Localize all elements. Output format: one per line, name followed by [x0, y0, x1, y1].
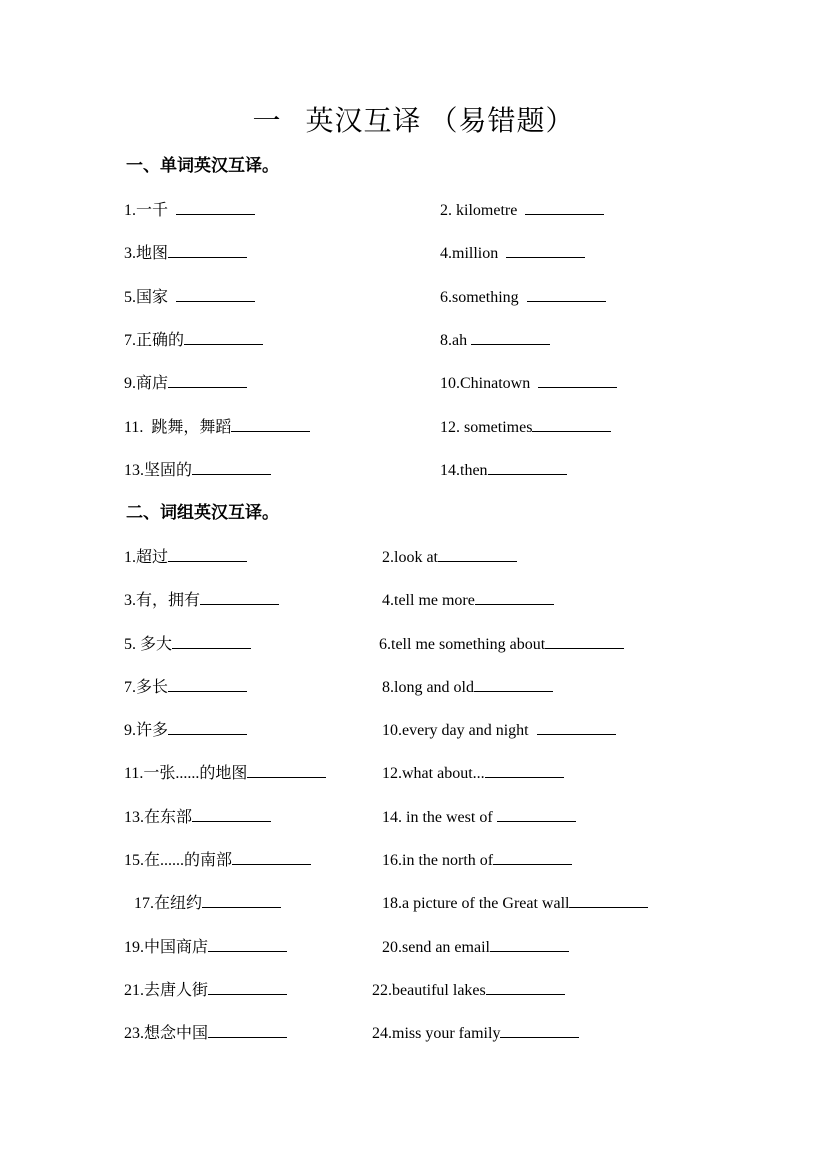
word-item: 7.正确的	[124, 328, 263, 352]
phrase-item: 4.tell me more	[382, 588, 554, 612]
answer-blank[interactable]	[527, 285, 606, 302]
answer-blank[interactable]	[497, 805, 576, 822]
answer-blank[interactable]	[475, 588, 554, 605]
answer-blank[interactable]	[532, 415, 611, 432]
phrase-item: 10.every day and night	[382, 718, 616, 742]
answer-blank[interactable]	[232, 848, 311, 865]
word-item: 14.then	[440, 458, 567, 482]
phrase-item: 16.in the north of	[382, 848, 572, 872]
answer-blank[interactable]	[506, 241, 585, 258]
answer-blank[interactable]	[202, 891, 281, 908]
phrase-item: 12.what about...	[382, 761, 564, 785]
word-item: 1.一千	[124, 198, 255, 222]
phrase-item: 7.多长	[124, 675, 247, 699]
phrase-item: 14. in the west of	[382, 805, 576, 829]
phrase-item: 24.miss your family	[372, 1021, 579, 1045]
answer-blank[interactable]	[184, 328, 263, 345]
answer-blank[interactable]	[176, 285, 255, 302]
answer-blank[interactable]	[168, 241, 247, 258]
phrase-item: 20.send an email	[382, 935, 569, 959]
word-item: 4.million	[440, 241, 585, 265]
section-1-heading: 一、单词英汉互译。	[126, 156, 279, 175]
answer-blank[interactable]	[538, 371, 617, 388]
answer-blank[interactable]	[168, 545, 247, 562]
answer-blank[interactable]	[471, 328, 550, 345]
phrase-item: 2.look at	[382, 545, 517, 569]
word-item: 11. 跳舞，舞蹈	[124, 415, 310, 439]
word-item: 10.Chinatown	[440, 371, 617, 395]
phrase-item: 17.在纽约	[134, 891, 281, 915]
phrase-item: 3.有，拥有	[124, 588, 279, 612]
answer-blank[interactable]	[192, 458, 271, 475]
word-item: 12. sometimes	[440, 415, 611, 439]
answer-blank[interactable]	[490, 935, 569, 952]
answer-blank[interactable]	[176, 198, 255, 215]
answer-blank[interactable]	[168, 675, 247, 692]
answer-blank[interactable]	[525, 198, 604, 215]
phrase-item: 18.a picture of the Great wall	[382, 891, 648, 915]
answer-blank[interactable]	[569, 891, 648, 908]
phrase-item: 19.中国商店	[124, 935, 287, 959]
answer-blank[interactable]	[500, 1021, 579, 1038]
answer-blank[interactable]	[537, 718, 616, 735]
answer-blank[interactable]	[247, 761, 326, 778]
phrase-item: 21.去唐人街	[124, 978, 287, 1002]
answer-blank[interactable]	[208, 978, 287, 995]
answer-blank[interactable]	[200, 588, 279, 605]
phrase-item: 11.一张......的地图	[124, 761, 326, 785]
word-item: 3.地图	[124, 241, 247, 265]
answer-blank[interactable]	[474, 675, 553, 692]
answer-blank[interactable]	[172, 632, 251, 649]
phrase-item: 22.beautiful lakes	[372, 978, 565, 1002]
answer-blank[interactable]	[486, 978, 565, 995]
word-item: 9.商店	[124, 371, 247, 395]
answer-blank[interactable]	[168, 371, 247, 388]
phrase-item: 6.tell me something about	[379, 632, 624, 656]
phrase-item: 1.超过	[124, 545, 247, 569]
answer-blank[interactable]	[208, 935, 287, 952]
phrase-item: 5. 多大	[124, 632, 251, 656]
section-2-heading: 二、词组英汉互译。	[126, 503, 279, 522]
page-title: 一 英汉互译 （易错题）	[252, 106, 575, 137]
answer-blank[interactable]	[192, 805, 271, 822]
phrase-item: 9.许多	[124, 718, 247, 742]
answer-blank[interactable]	[168, 718, 247, 735]
answer-blank[interactable]	[485, 761, 564, 778]
answer-blank[interactable]	[488, 458, 567, 475]
phrase-item: 13.在东部	[124, 805, 271, 829]
answer-blank[interactable]	[208, 1021, 287, 1038]
word-item: 6.something	[440, 285, 606, 309]
word-item: 8.ah	[440, 328, 550, 352]
answer-blank[interactable]	[493, 848, 572, 865]
word-item: 13.坚固的	[124, 458, 271, 482]
phrase-item: 15.在......的南部	[124, 848, 311, 872]
phrase-item: 23.想念中国	[124, 1021, 287, 1045]
word-item: 2. kilometre	[440, 198, 604, 222]
answer-blank[interactable]	[438, 545, 517, 562]
word-item: 5.国家	[124, 285, 255, 309]
answer-blank[interactable]	[231, 415, 310, 432]
answer-blank[interactable]	[545, 632, 624, 649]
phrase-item: 8.long and old	[382, 675, 553, 699]
